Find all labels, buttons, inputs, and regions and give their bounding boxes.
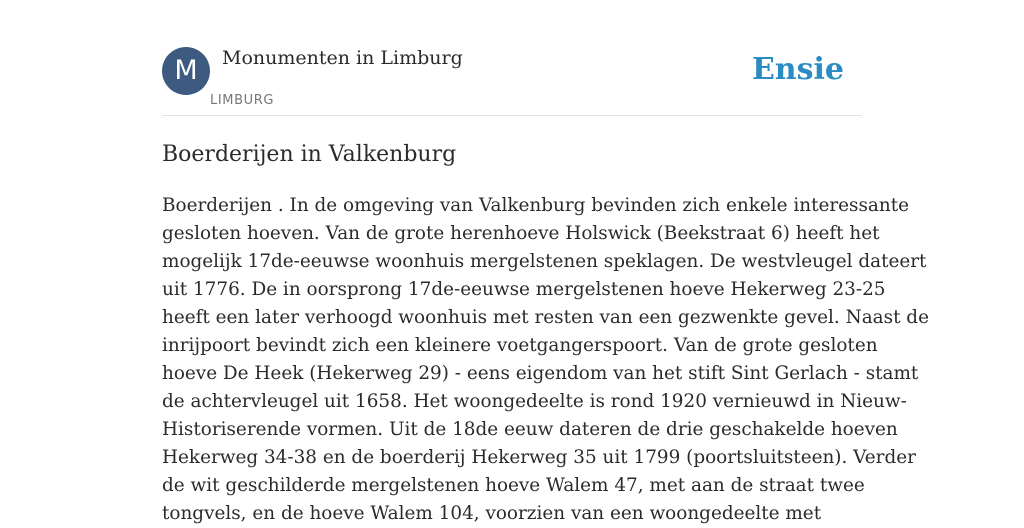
avatar[interactable]: M <box>162 47 210 95</box>
header-divider <box>162 115 862 116</box>
article-line: Boerderijen . In de omgeving van Valkenburg bevinden zich enkele interessante <box>162 195 909 216</box>
article-line: uit 1776. De in oorsprong 17de-eeuwse mergelstenen hoeve Hekerweg 23-25 <box>162 279 886 300</box>
article-line: de wit geschilderde mergelstenen hoeve Walem 47, met aan de straat twee <box>162 475 865 496</box>
category-link[interactable]: LIMBURG <box>210 93 275 108</box>
article-line: gesloten hoeven. Van de grote herenhoeve Holswick (Beekstraat 6) heeft het <box>162 223 880 244</box>
article-line: Hekerweg 34-38 en de boerderij Hekerweg 35 uit 1799 (poortsluitsteen). Verder <box>162 447 916 468</box>
article-line: heeft een later verhoogd woonhuis met resten van een gezwenkte gevel. Naast de <box>162 307 929 328</box>
article-line: tongvels, en de hoeve Walem 104, voorzien van een woongedeelte met <box>162 503 822 524</box>
article-line: hoeve De Heek (Hekerweg 29) - eens eigendom van het stift Sint Gerlach - stamt <box>162 363 919 384</box>
article-body <box>162 192 929 528</box>
article-line: mogelijk 17de-eeuwse woonhuis mergelstenen speklagen. De westvleugel dateert <box>162 251 927 272</box>
site-title-link[interactable]: Monumenten in Limburg <box>222 47 463 69</box>
ensie-logo[interactable]: Ensie <box>751 52 844 87</box>
article-line: Historiserende vormen. Uit de 18de eeuw dateren de drie geschakelde hoeven <box>162 419 898 440</box>
site-header <box>162 46 862 116</box>
article-line: inrijpoort bevindt zich een kleinere voetgangerspoort. Van de grote gesloten <box>162 335 878 356</box>
article-title: Boerderijen in Valkenburg <box>162 142 457 167</box>
article-line: de achtervleugel uit 1658. Het woongedeelte is rond 1920 vernieuwd in Nieuw- <box>162 391 907 412</box>
